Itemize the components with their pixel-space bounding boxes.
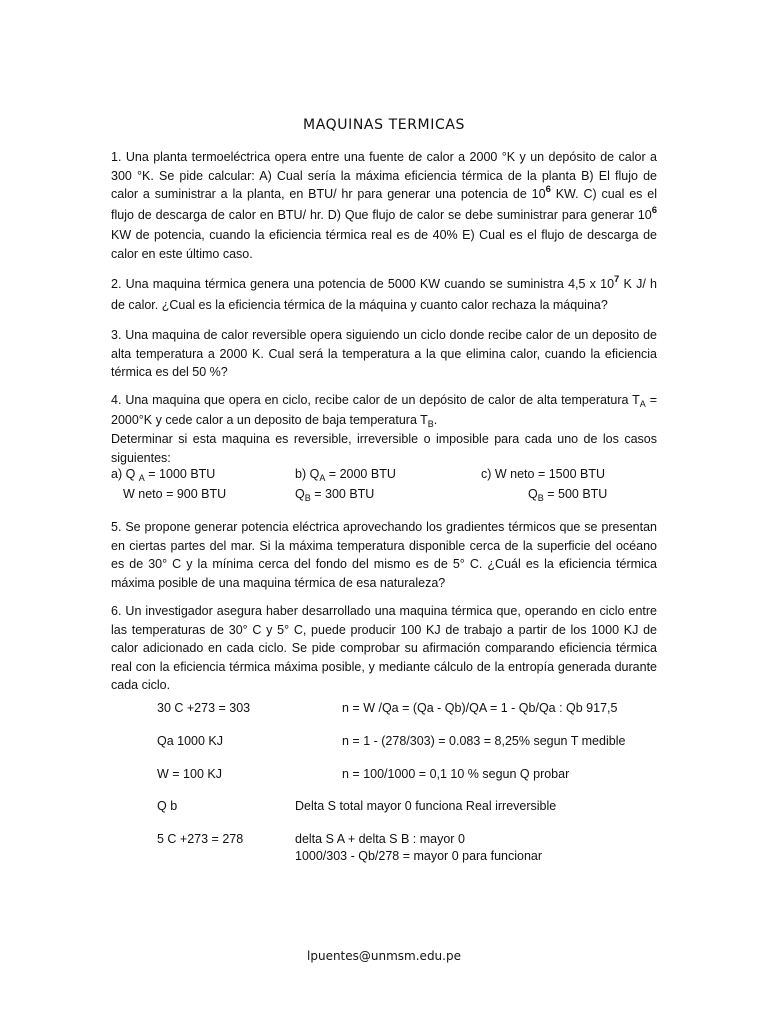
problem-4	[111, 391, 657, 467]
calc-row-5-right-2: 1000/303 - Qb/278 = mayor 0 para funcionar	[295, 849, 543, 863]
case-b-line-2-value: = 300 BTU	[310, 487, 375, 501]
case-b-line-1	[295, 465, 396, 484]
case-a-prefix: a) Q	[111, 467, 139, 481]
calc-row-2-left: Qa 1000 KJ	[157, 734, 224, 748]
problem-1-exponent-1: 6	[545, 184, 551, 196]
calc-row-2-right: n = 1 - (278/303) = 0.083 = 8,25% segun T medible	[342, 734, 626, 748]
calc-row-5-left: 5 C +273 = 278	[157, 832, 244, 846]
calc-row-5-right-1: delta S A + delta S B : mayor 0	[295, 832, 465, 846]
case-c-line-2	[528, 485, 607, 504]
problem-2-text-b: K J/ h de calor. ¿Cual es la eficiencia térmica de la máquina y cuanto calor rechaza la máquina?	[111, 277, 657, 312]
case-c-line-2-prefix: Q	[528, 487, 538, 501]
case-b-line-2-subscript: B	[304, 493, 311, 503]
problem-4-subscript-b: B	[427, 418, 434, 429]
problem-1	[111, 148, 657, 264]
case-a-line-2: W neto = 900 BTU	[123, 487, 227, 501]
problem-4-text-a: 4. Una maquina que opera en ciclo, recibe calor de un depósito de calor de alta temperatura T	[111, 393, 640, 407]
problem-1-text-a: 1. Una planta termoeléctrica opera entre una fuente de calor a 2000 °K y un depósito de calor a 300 °K. Se pide calcular: A) Cual sería la máxima eficiencia térmica de la planta B) El flujo de calor a suministrar a la planta, en BTU/ hr para generar una potencia de 10	[111, 150, 657, 202]
problem-1-text-c: KW de potencia, cuando la eficiencia térmica real es de 40% E) Cual es el flujo de descarga de calor en este último caso.	[111, 228, 657, 261]
calc-row-3-right: n = 100/1000 = 0,1 10 % segun Q probar	[342, 767, 570, 781]
problem-2	[111, 275, 657, 314]
problem-3	[111, 326, 657, 382]
case-a-subscript: A	[138, 473, 145, 483]
case-a-value: = 1000 BTU	[144, 467, 216, 481]
case-b-line-2-prefix: Q	[295, 487, 305, 501]
problem-4-subscript-a: A	[639, 399, 646, 409]
problem-6	[111, 602, 657, 695]
calc-row-1-left: 30 C +273 = 303	[157, 701, 251, 715]
case-b-line-2	[295, 485, 374, 504]
case-c-line-2-value: = 500 BTU	[543, 487, 608, 501]
problem-1-text-b: KW. C) cual es el flujo de descarga de calor en BTU/ hr. D) Que flujo de calor se debe suministrar para generar 10	[111, 187, 657, 222]
problem-4-text-b: = 2000°K y cede calor a un deposito de baja temperatura T	[111, 393, 657, 427]
calc-row-4-right: Delta S total mayor 0 funciona Real irreversible	[295, 799, 557, 813]
case-b-value: = 2000 BTU	[325, 467, 396, 481]
calc-row-3-left: W = 100 KJ	[157, 767, 222, 781]
problem-3-text: 3. Una maquina de calor reversible opera siguiendo un ciclo donde recibe calor de un deposito de alta temperatura a 2000 K. Cual será la temperatura a la que elimina calor, cuando la eficiencia térmica es del 50 %?	[111, 328, 657, 380]
case-c-line-1: c) W neto = 1500 BTU	[481, 467, 606, 481]
problem-6-text: 6. Un investigador asegura haber desarrollado una maquina térmica que, operando en ciclo entre las temperaturas de 30° C y 5° C, puede producir 100 KJ de trabajo a partir de los 1000 KJ de calor adicionado en cada ciclo. Se pide comprobar su afirmación comparando eficiencia térmica real con la eficiencia térmica máxima posible, y mediante cálculo de la entropía generada durante cada ciclo.	[111, 604, 657, 693]
case-a-line-1	[111, 465, 215, 484]
problem-4-text-c: .	[433, 412, 438, 427]
problem-4-text-d: Determinar si esta maquina es reversible, irreversible o imposible para cada uno de los casos siguientes:	[111, 432, 657, 465]
problem-5	[111, 518, 657, 592]
case-b-subscript: A	[319, 473, 326, 483]
case-b-prefix: b) Q	[295, 467, 320, 481]
footer-email: lpuentes@unmsm.edu.pe	[307, 949, 461, 963]
document-title: MAQUINAS TERMICAS	[303, 117, 465, 133]
problem-2-text-a: 2. Una maquina térmica genera una potencia de 5000 KW cuando se suministra 4,5 x 10	[111, 277, 615, 291]
calc-row-1-right: n = W /Qa = (Qa - Qb)/QA = 1 - Qb/Qa : Qb 917,5	[342, 701, 618, 715]
problem-2-exponent: 7	[614, 274, 620, 285]
calc-row-4-left: Q b	[157, 799, 178, 813]
problem-1-exponent-2: 6	[651, 204, 657, 216]
problem-5-text: 5. Se propone generar potencia eléctrica aprovechando los gradientes térmicos que se presentan en ciertas partes del mar. Si la máxima temperatura disponible cerca de la superficie del océano es de 30° C y la mínima cerca del fondo del mismo es de 5° C. ¿Cuál es la eficiencia térmica máxima posible de una maquina térmica de esa naturaleza?	[111, 520, 657, 590]
case-c-line-2-subscript: B	[537, 493, 544, 503]
